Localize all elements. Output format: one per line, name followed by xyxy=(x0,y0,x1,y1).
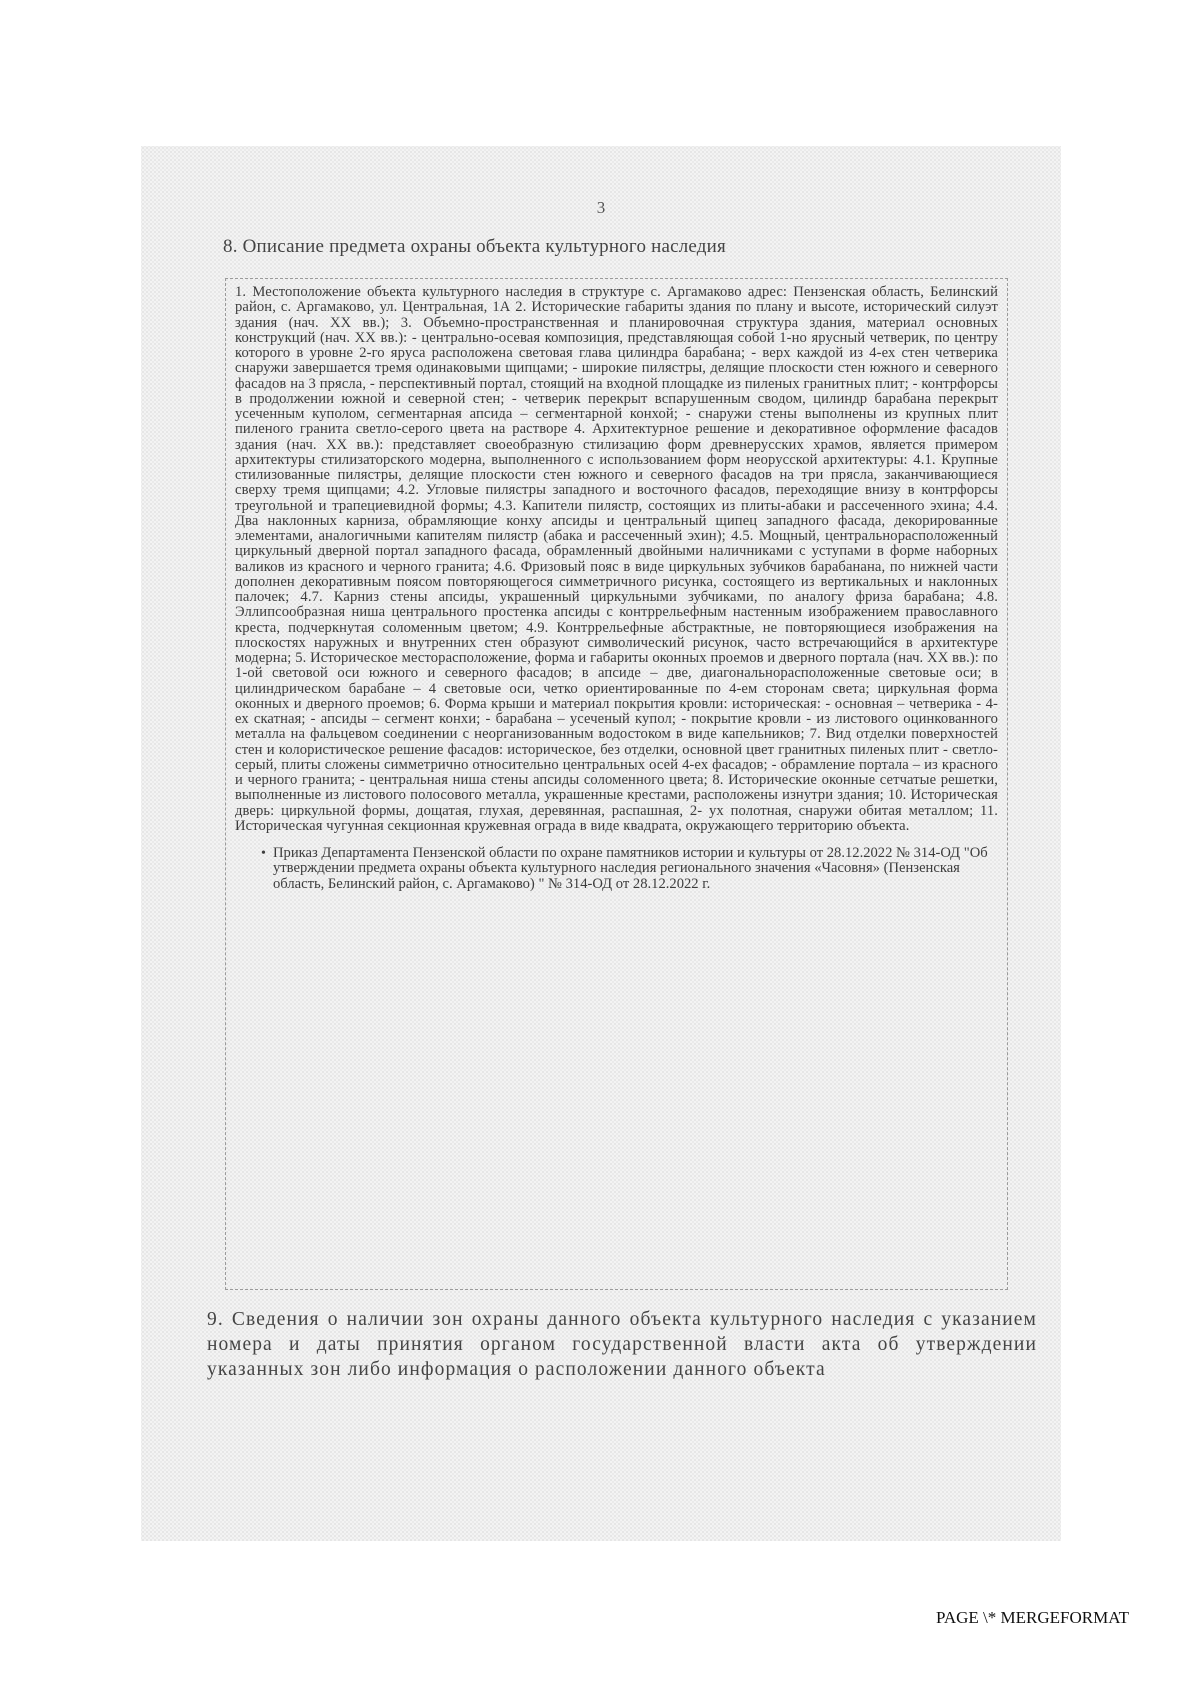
bullet-icon: • xyxy=(261,846,266,861)
page-footer-field: PAGE \* MERGEFORMAT xyxy=(935,1608,1129,1627)
order-reference: Приказ Департамента Пензенской области по охране памятников истории и культуры от 28.12.2022 № 314-ОД "Об утверждении предмета охраны объекта культурного наследия регионального значения «Часовня» (Пензенская область, Белинский район, с. Аргамаково) " № 314-ОД от 28.12.2022 г. xyxy=(273,845,988,892)
section-8-title: 8. Описание предмета охраны объекта культурного наследия xyxy=(223,236,726,257)
protection-subject-box xyxy=(225,278,1008,1290)
order-list xyxy=(235,846,998,892)
scanned-page xyxy=(141,146,1061,1541)
list-item xyxy=(261,845,998,892)
protection-subject-text: 1. Местоположение объекта культурного наследия в структуре с. Аргамаково адрес: Пензенская область, Белинский район, с. Аргамаково, ул. Центральная, 1А 2. Исторические габариты здания по плану и высоте, исторический силуэт здания (нач. XX вв.); 3. Объемно-пространственная и планировочная структура здания, материал основных конструкций (нач. XX вв.): - центрально-осевая композиция, представляющая собой 1-но ярусный четверик, по центру которого в уровне 2-го яруса расположена световая глава цилиндра барабана; - верх каждой из 4-ех стен четверика снаружи завершается тремя одинаковыми щипцами; - широкие пилястры, делящие плоскости стен южного и северного фасадов на 3 прясла, - перспективный портал, стоящий на входной площадке из пиленых гранитных плит; - контрфорсы в продолжении южной и северной стен; - четверик перекрыт вспарушенным сводом, цилиндр барабана перекрыт усеченным куполом, сегментарная апсида – сегментарной конхой; - снаружи стены выполнены из крупных плит пиленого гранита светло-серого цвета на растворе 4. Архитектурное решение и декоративное оформление фасадов здания (нач. XX вв.): представляет своеобразную стилизацию форм древнерусских храмов, является примером архитектуры стилизаторского модерна, выполненного с использованием форм неорусской архитектуры: 4.1. Крупные стилизованные пилястры, делящие плоскости стен южного и северного фасадов на три прясла, заканчивающиеся сверху тремя щипцами; 4.2. Угловые пилястры западного и восточного фасадов, переходящие внизу в контрфорсы треугольной и трапециевидной формы; 4.3. Капители пилястр, состоящих из плиты-абаки и рассеченного эхина; 4.4. Два наклонных карниза, обрамляющие конху апсиды и центральный щипец западного фасада, декорированные элементами, аналогичными капителям пилястр (абака и рассеченный эхин); 4.5. Мощный, центральнорасположенный циркульный дверной портал западного фасада, обрамленный двойными наличниками с уступами в форме наборных валиков из красного и черного гранита; 4.6. Фризовый пояс в виде циркульных зубчиков барабанана, по нижней части дополнен декоративным поясом повторяющегося симметричного рисунка, состоящего из вертикальных и наклонных палочек; 4.7. Карниз стены апсиды, украшенный циркульными зубчиками, по аналогу фриза барабана; 4.8. Эллипсообразная ниша центрального простенка апсиды с контррельефным настенным изображением православного креста, подчеркнутая соломенным цветом; 4.9. Контррельефные абстрактные, не повторяющиеся изображения на плоскостях наружных и внутренних стен образуют символический рисунок, часто встречающийся в архитектуре модерна; 5. Историческое месторасположение, форма и габариты оконных проемов и дверного портала (нач. XX вв.): по 1-ой световой оси южного и северного фасадов; в апсиде – две, диагональнорасположенные световые оси; в цилиндрическом барабане – 4 световые оси, четко ориентированные по 4-ем сторонам света; циркульная форма оконных и дверного проемов; 6. Форма крыши и материал покрытия кровли: историческая: - основная – четверика - 4-ех скатная; - апсиды – сегмент конхи; - барабана – усеченый купол; - покрытие кровли - из листового оцинкованного металла на фальцевом соединении с неорганизованным водостоком в виде капельников; 7. Вид отделки поверхностей стен и колористическое решение фасадов: историческое, без отделки, основной цвет гранитных пиленых плит - светло-серый, плиты сложены симметрично относительно центральных осей 4-ех фасадов; - обрамление портала – из красного и черного гранита; - центральная ниша стены апсиды соломенного цвета; 8. Исторические оконные сетчатые решетки, выполненные из листового полосового металла, украшенные крестами, расположены изнутри здания; 10. Историческая дверь: циркульной формы, дощатая, глухая, деревянная, распашная, 2- ух полотная, снаружи обитая металлом; 11. Историческая чугунная секционная кружевная ограда в виде квадрата, окружающего территорию объекта. xyxy=(235,284,998,834)
section-9-text: 9. Сведения о наличии зон охраны данного объекта культурного наследия с указанием номера и даты принятия органом государственной власти акта об утверждении указанных зон либо информация о расположении данного объекта xyxy=(207,1309,1037,1380)
page-number: 3 xyxy=(596,198,606,217)
